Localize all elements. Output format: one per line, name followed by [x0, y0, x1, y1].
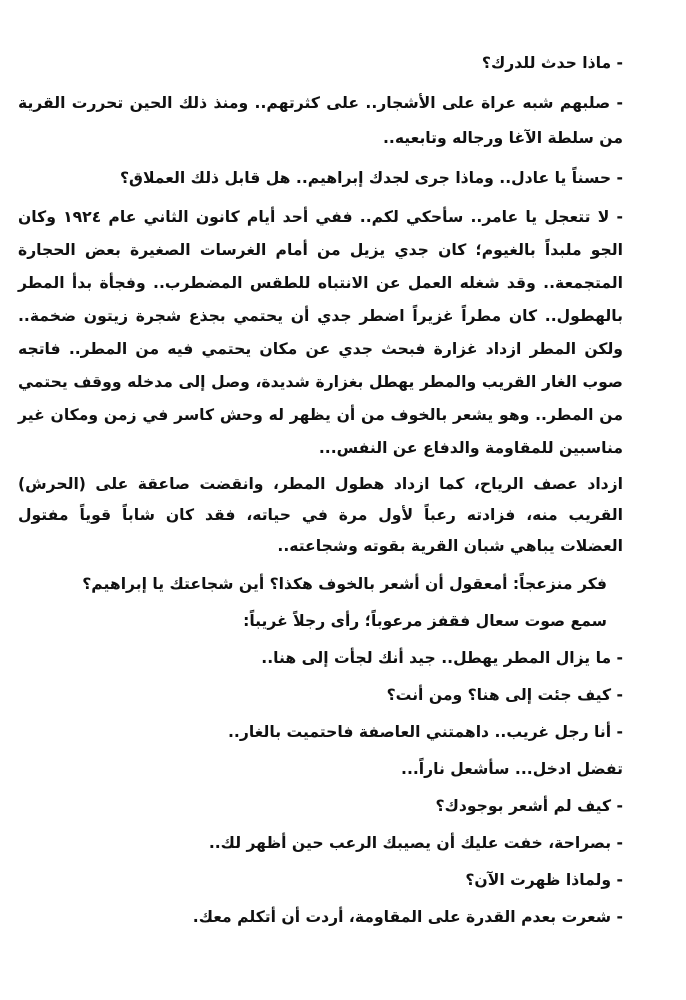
paragraph-10: - أنا رجل غريب.. داهمتني العاصفة فاحتميت بالغار..	[228, 723, 623, 741]
paragraph-9: - كيف جئت إلى هنا؟ ومن أنت؟	[386, 686, 623, 704]
paragraph-4: - لا تتعجل يا عامر.. سأحكي لكم.. ففي أحد أيام كانون الثاني عام ١٩٢٤ وكان الجو ملبداً بالغيوم؛ كان جدي يزيل من أمام الغرسات الصغيرة بعض الحجارة المتجمعة.. وقد شغله العمل عن الانتباه للطقس المضطرب.. وفجأة بدأ المطر بالهطول.. كان مطراً غزيراً اضطر جدي أن يحتمي بجذع شجرة زيتون ضخمة.. ولكن المطر ازداد غزارة فبحث جدي عن مكان يحتمي فيه من المطر.. فاتجه صوب الغار القريب والمطر يهطل بغزارة شديدة، وصل إلى مدخله ووقف يحتمي من المطر.. وهو يشعر بالخوف من أن يظهر له وحش كاسر في زمن ومكان غير مناسبين للمقاومة والدفاع عن النفس...	[18, 208, 623, 457]
paragraph-8: - ما يزال المطر يهطل.. جيد أنك لجأت إلى هنا..	[261, 649, 623, 667]
paragraph-15: - شعرت بعدم القدرة على المقاومة، أردت أن أتكلم معك.	[192, 908, 623, 926]
paragraph-3: - حسناً يا عادل.. وماذا جرى لجدك إبراهيم.. هل قابل ذلك العملاق؟	[119, 169, 623, 187]
paragraph-7: سمع صوت سعال فقفز مرعوباً؛ رأى رجلاً غريباً:	[243, 612, 607, 630]
paragraph-1: - ماذا حدث للدرك؟	[481, 54, 623, 72]
paragraph-12: - كيف لم أشعر بوجودك؟	[435, 797, 623, 815]
paragraph-13: - بصراحة، خفت عليك أن يصيبك الرعب حين أظهر لك..	[208, 834, 623, 852]
paragraph-2: - صلبهم شبه عراة على الأشجار.. على كثرتهم.. ومنذ ذلك الحين تحررت القرية من سلطة الآغا ورجاله وتابعيه..	[18, 94, 623, 147]
paragraph-14: - ولماذا ظهرت الآن؟	[465, 871, 623, 889]
paragraph-11: تفضل ادخل... سأشعل ناراً...	[401, 760, 623, 778]
text-column	[18, 46, 623, 938]
paragraph-5: ازداد عصف الرياح، كما ازداد هطول المطر، وانقضت صاعقة على (الحرش) القريب منه، فزادته رعباً لأول مرة في حياته، فقد كان شاباً قوياً مفتول العضلات يباهي شبان القرية بقوته وشجاعته..	[18, 475, 623, 555]
paragraph-6: فكر منزعجاً: أمعقول أن أشعر بالخوف هكذا؟ أين شجاعتك يا إبراهيم؟	[82, 575, 607, 593]
